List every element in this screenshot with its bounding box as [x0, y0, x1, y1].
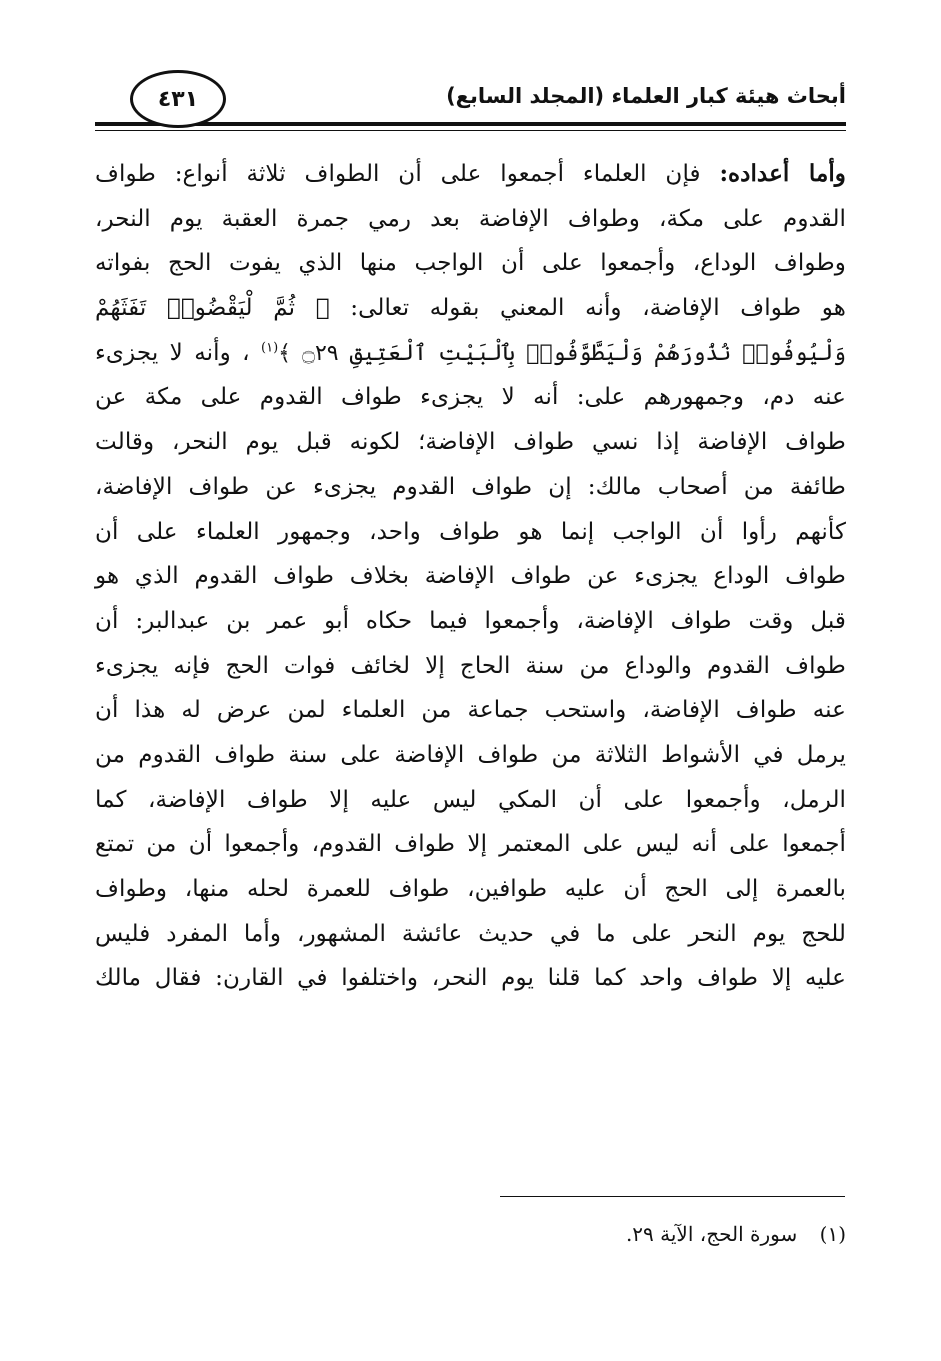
running-header-title: أبحاث هيئة كبار العلماء (المجلد السابع): [446, 84, 846, 108]
text-line: القدوم على مكة، وطواف الإفاضة بعد رمي جمرة العقبة يوم النحر،: [95, 204, 846, 232]
footnote-separator: [500, 1196, 845, 1197]
line-text: ، وأنه لا يجزىء: [95, 338, 250, 366]
page-number-oval: [130, 70, 226, 128]
quran-verse: وَلْيُوفُوا۟ نُذُورَهُمْ وَلْيَطَّوَّفُوا۟ بِٱلْبَيْتِ ٱلْعَتِيقِ ۝٢٩ ﴾: [278, 340, 847, 366]
text-line: هو طواف الإفاضة، وأنه المعني بقوله تعالى: ﴿ ثُمَّ لْيَقْضُوا۟ تَفَثَهُمْ: [95, 294, 846, 322]
text-line: طواف القدوم والوداع من سنة الحاج إلا لخائف فوات الحج فإنه يجزىء: [95, 651, 846, 679]
header-rule-thick: [95, 122, 846, 126]
text-line: عنه دم، وجمهورهم على: أنه لا يجزىء طواف القدوم على مكة عن: [95, 383, 846, 411]
line-text: فإن العلماء أجمعوا على أن الطواف ثلاثة أنواع: طواف: [95, 160, 701, 187]
text-line: الرمل، وأجمعوا على أن المكي ليس عليه إلا طواف الإفاضة، كما: [95, 785, 846, 813]
footnote-marker: (١): [261, 340, 279, 356]
text-line: أجمعوا على أنه ليس على المعتمر إلا طواف القدوم، وأجمعوا أن من تمتع: [95, 830, 846, 858]
text-line: بالعمرة إلى الحج أن عليه طوافين، طواف للعمرة لحله منها، وطواف: [95, 875, 846, 902]
footnote: [626, 1222, 846, 1246]
footnote-text: سورة الحج، الآية ٢٩.: [625, 1222, 798, 1246]
text-line: للحج يوم النحر على ما في حديث عائشة المشهور، وأما المفرد فليس: [95, 919, 846, 947]
header-rule-thin: [95, 130, 846, 131]
text-line: وطواف الوداع، وأجمعوا على أن الواجب منها الذي يفوت الحج بفواته: [95, 249, 846, 277]
text-line: طواف الوداع يجزىء عن طواف الإفاضة بخلاف طواف القدوم الذي هو: [95, 562, 846, 590]
text-line: عنه طواف الإفاضة، واستحب جماعة من العلماء لمن عرض له هذا أن: [95, 696, 846, 724]
footnote-number: (١): [819, 1222, 846, 1246]
text-line: قبل وقت طواف الإفاضة، وأجمعوا فيما حكاه أبو عمر بن عبدالبر: أن: [95, 606, 846, 634]
text-line: [95, 331, 846, 376]
body-text: [95, 152, 846, 1001]
text-line: عليه إلا طواف واحد كما قلنا يوم النحر، واختلفوا في القارن: فقال مالك: [95, 964, 846, 992]
text-line: طواف الإفاضة إذا نسي طواف الإفاضة؛ لكونه قبل يوم النحر، وقالت: [95, 428, 846, 456]
text-line: كأنهم رأوا أن الواجب إنما هو طواف واحد، وجمهور العلماء على أن: [95, 517, 846, 545]
page-number: ٤٣١: [157, 86, 199, 112]
text-line: طائفة من أصحاب مالك: إن طواف القدوم يجزىء عن طواف الإفاضة،: [95, 472, 846, 500]
text-line: يرمل في الأشواط الثلاثة من طواف الإفاضة على سنة طواف القدوم من: [95, 740, 846, 768]
text-line: [95, 152, 846, 197]
section-lead: وأما أعداده:: [719, 160, 847, 187]
